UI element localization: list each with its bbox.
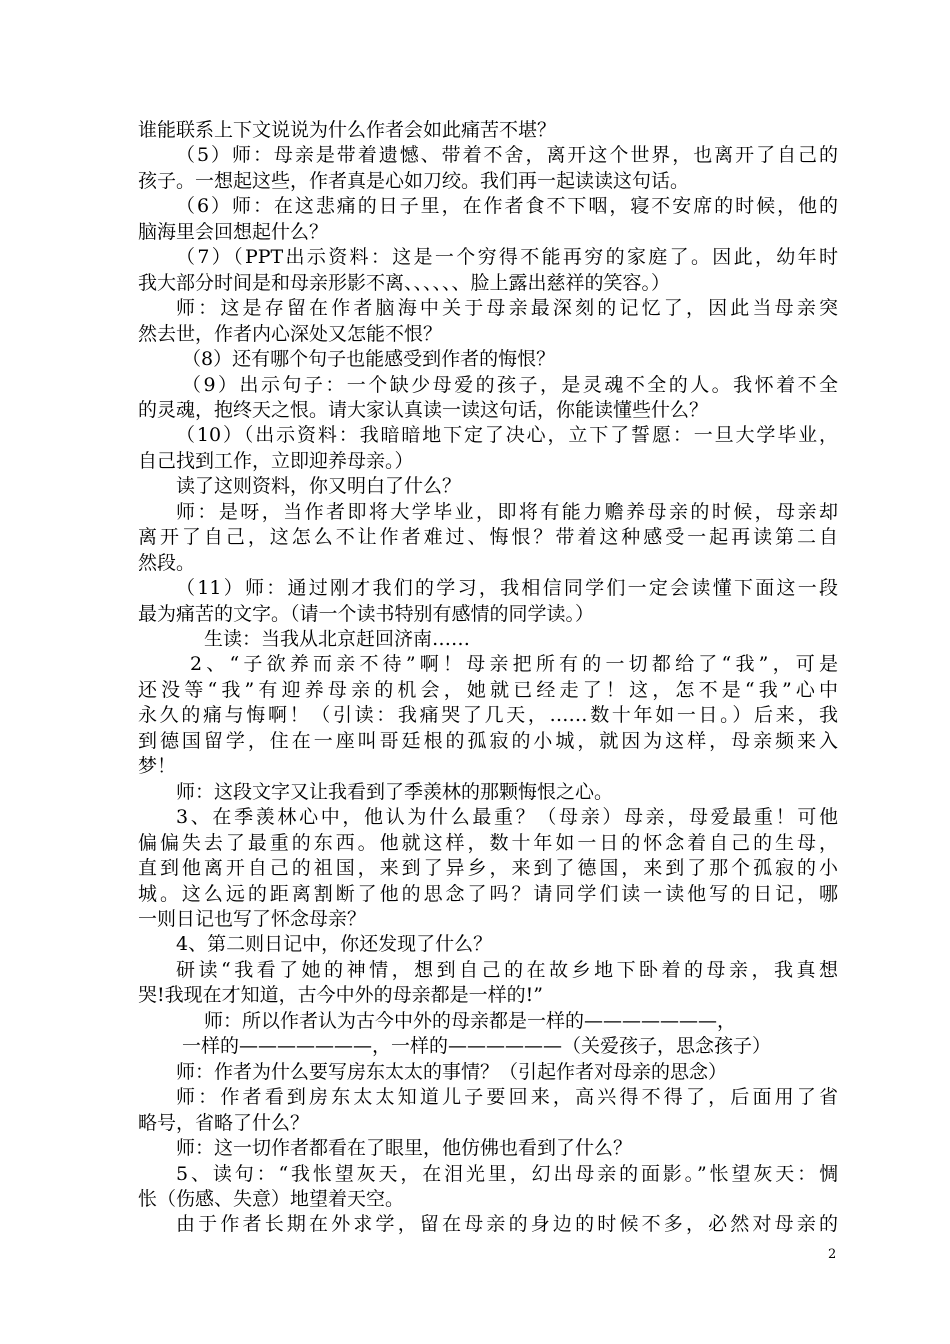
text-line: 读了这则资料，你又明白了什么？ — [176, 475, 462, 498]
text-line: 直到他离开自己的祖国，来到了异乡，来到了德国，来到了那个孤寂的小 — [138, 857, 838, 879]
text-line: 师：是呀，当作者即将大学毕业，即将有能力赡养母亲的时候，母亲却 — [176, 500, 838, 523]
text-line: 略号，省略了什么？ — [138, 1111, 310, 1134]
text-line: 5、读句：“我怅望灰天，在泪光里，幻出母亲的面影。”怅望灰天：惆 — [176, 1162, 838, 1185]
text-line: 师：这一切作者都看在了眼里，他仿佛也看到了什么？ — [176, 1137, 633, 1159]
text-line: 由于作者长期在外求学，留在母亲的身边的时候不多，必然对母亲的 — [176, 1213, 838, 1236]
text-line: 自己找到工作，立即迎养母亲。） — [138, 449, 414, 472]
text-line: 师：所以作者认为古今中外的母亲都是一样的———————， — [204, 1009, 737, 1032]
text-line: （6）师：在这悲痛的日子里，在作者食不下咽，寝不安席的时候，他的 — [176, 195, 838, 218]
text-line: （9）出示句子：一个缺少母爱的孩子，是灵魂不全的人。我怀着不全 — [182, 373, 838, 396]
text-line: 孩子。一想起这些，作者真是心如刀绞。我们再一起读读这句话。 — [138, 169, 690, 192]
text-line: 脑海里会回想起什么？ — [138, 220, 329, 243]
text-line: 离开了自己，这怎么不让作者难过、悔恨？带着这种感受一起再读第二自 — [138, 526, 838, 549]
text-line: （10）（出示资料：我暗暗地下定了决心，立下了誓愿：一旦大学毕业， — [176, 424, 838, 447]
text-line: 梦！ — [138, 755, 177, 778]
text-line: 师：这是存留在作者脑海中关于母亲最深刻的记忆了，因此当母亲突 — [176, 297, 838, 320]
text-line: （7）（PPT出示资料：这是一个穷得不能再穷的家庭了。因此，幼年时 — [176, 246, 838, 269]
text-line: 一则日记也写了怀念母亲？ — [138, 907, 367, 930]
text-line: 我大部分时间是和母亲形影不离、、、、、、脸上露出慈祥的笑容。） — [138, 271, 671, 294]
text-line: 哭!我现在才知道，古今中外的母亲都是一样的!” — [138, 984, 543, 1007]
text-line: 永久的痛与悔啊！（引读：我痛哭了几天，……数十年如一日。）后来，我 — [138, 704, 838, 727]
text-line: 还没等“我”有迎养母亲的机会，她就已经走了！这，怎不是“我”心中 — [138, 678, 838, 701]
text-line: 一样的———————，一样的——————（关爱孩子，思念孩子） — [182, 1035, 772, 1058]
text-line: 师：这段文字又让我看到了季羡林的那颗悔恨之心。 — [176, 780, 614, 803]
text-line: 城。这么远的距离割断了他的思念了吗？请同学们读一读他写的日记，哪 — [138, 882, 838, 905]
page-number: 2 — [828, 1247, 837, 1262]
text-line: 师：作者为什么要写房东太太的事情？（引起作者对母亲的思念） — [176, 1060, 728, 1083]
text-line: （8）还有哪个句子也能感受到作者的悔恨？ — [182, 348, 556, 370]
text-line: 然段。 — [138, 551, 196, 574]
text-line: 然去世，作者内心深处又怎能不恨？ — [138, 322, 443, 345]
text-line: 研读“我看了她的神情，想到自己的在故乡地下卧着的母亲，我真想 — [176, 958, 838, 981]
text-line: 怅（伤感、失意）地望着天空。 — [138, 1187, 405, 1210]
text-line: 谁能联系上下文说说为什么作者会如此痛苦不堪？ — [138, 119, 557, 141]
text-line: 到德国留学，住在一座叫哥廷根的孤寂的小城，就因为这样，母亲频来入 — [138, 729, 838, 752]
text-line: 的灵魂，抱终天之恨。请大家认真读一读这句话，你能读懂些什么？ — [138, 398, 709, 421]
text-line: 生读：当我从北京赶回济南…… — [204, 628, 471, 650]
text-line: 师：作者看到房东太太知道儿子要回来，高兴得不得了，后面用了省 — [176, 1086, 838, 1109]
text-line: 4、第二则日记中，你还发现了什么？ — [176, 933, 493, 956]
text-line: 3、在季羡林心中，他认为什么最重？（母亲）母亲，母爱最重！可他 — [176, 806, 838, 829]
text-line: （11）师：通过刚才我们的学习，我相信同学们一定会读懂下面这一段 — [176, 577, 838, 600]
text-line: 偏偏失去了最重的东西。他就这样，数十年如一日的怀念着自己的生母， — [138, 831, 838, 854]
text-line: 最为痛苦的文字。（请一个读书特别有感情的同学读。） — [138, 602, 595, 625]
text-line: 2、“子欲养而亲不待”啊！母亲把所有的一切都给了“我”，可是 — [190, 653, 838, 676]
text-line: （5）师：母亲是带着遗憾、带着不舍，离开这个世界，也离开了自己的 — [176, 144, 838, 167]
